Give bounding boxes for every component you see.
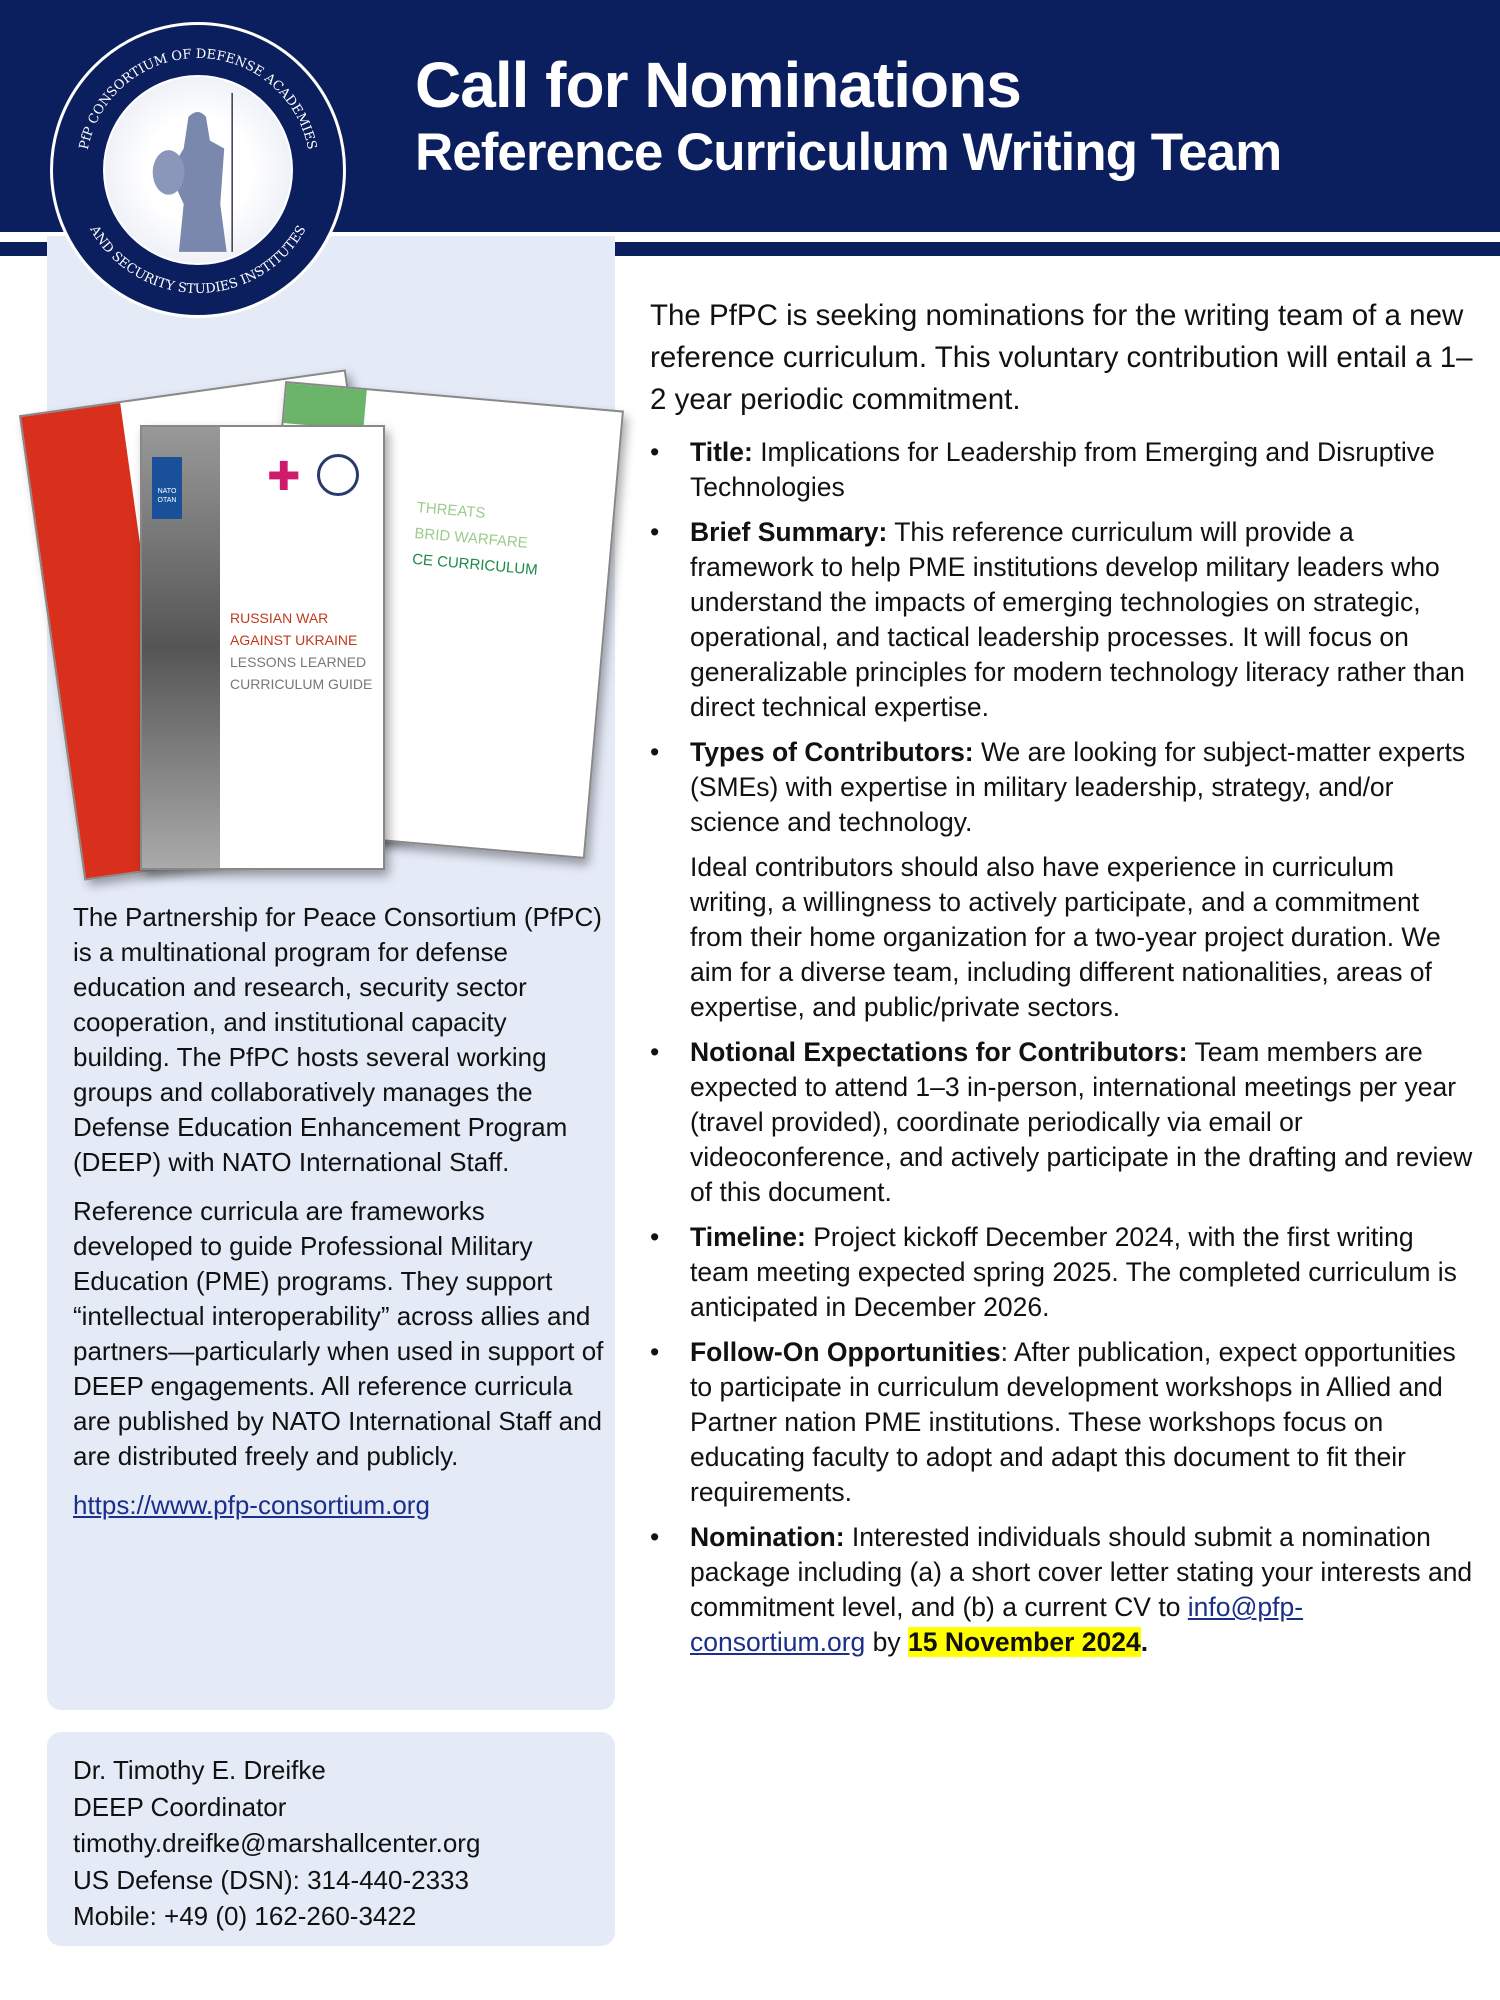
list-item-nomination: • Nomination: Interested individuals should submit a nomination package including (a) a short cover letter stating your interests and commitment level, and (b) a current CV to info@pfp-consortium.org by 15 November 2024. bbox=[650, 1520, 1475, 1660]
contact-email[interactable]: timothy.dreifke@marshallcenter.org bbox=[73, 1828, 481, 1858]
nomination-email-link[interactable]: info@pfp-consortium.org bbox=[690, 1592, 1304, 1657]
deadline-highlight: 15 November 2024 bbox=[907, 1627, 1141, 1657]
list-item-ideal-contributors: Ideal contributors should also have experience in curriculum writing, a willingness to actively participate, and a commitment from their home organization for a two-year project duration. We aim for a diverse team, including different nationalities, areas of expertise, and public/private sectors. bbox=[690, 852, 1441, 1022]
reference-curricula-text: Reference curricula are frameworks developed to guide Professional Military Education (PME) programs. They support “intellectual interoperability” across allies and partners—particularly when used in support of DEEP engagements. All reference curricula are published by NATO International Staff and are distributed freely and publicly. bbox=[73, 1196, 604, 1471]
list-item-title: • Title: Implications for Leadership from Emerging and Disruptive Technologies bbox=[650, 435, 1475, 505]
left-text-column bbox=[73, 900, 608, 1523]
cover-text: CURRICULUM GUIDE bbox=[230, 676, 373, 692]
contact-box bbox=[47, 1732, 615, 1946]
svg-text:AND SECURITY STUDIES INSTITUTE: AND SECURITY STUDIES INSTITUTES bbox=[86, 223, 310, 298]
details-list bbox=[650, 435, 1475, 1660]
list-item-contributors: • Types of Contributors: We are looking for subject-matter experts (SMEs) with expertise in military leadership, strategy, and/or science and technology. bbox=[650, 735, 1475, 840]
cover-text: BRID WARFARE bbox=[413, 524, 529, 552]
contact-name: Dr. Timothy E. Dreifke bbox=[73, 1755, 326, 1785]
cover-text: CE CURRICULUM bbox=[411, 550, 539, 579]
cover-text: LESSONS LEARNED bbox=[230, 654, 367, 670]
cover-text: THREATS bbox=[415, 499, 487, 522]
cover-text: RUSSIAN WAR bbox=[230, 610, 329, 626]
pfpc-website-link[interactable]: https://www.pfp-consortium.org bbox=[73, 1490, 430, 1520]
list-item-expectations: • Notional Expectations for Contributors: Team members are expected to attend 1–3 in-person, international meetings per year (travel provided), coordinate periodically via email or videoconference, and actively participate in the drafting and review of this document. bbox=[650, 1035, 1475, 1210]
list-item-follow-on: • Follow-On Opportunities: After publication, expect opportunities to participate in curriculum development workshops in Allied and Partner nation PME institutions. These workshops focus on educating faculty to adopt and adapt this document to fit their requirements. bbox=[650, 1335, 1475, 1510]
about-pfpc-text: The Partnership for Peace Consortium (PfPC) is a multinational program for defense education and research, security sector cooperation, and institutional capacity building. The PfPC hosts several working groups and collaboratively manages the Defense Education Enhancement Program (DEEP) with NATO International Staff. bbox=[73, 902, 602, 1177]
nato-logo: NATO OTAN bbox=[152, 457, 182, 519]
intro-text: The PfPC is seeking nominations for the writing team of a new reference curriculum. This voluntary contribution will entail a 1–2 year periodic commitment. bbox=[650, 299, 1473, 416]
cover-text: AGAINST UKRAINE bbox=[230, 632, 358, 648]
page-subtitle: Reference Curriculum Writing Team bbox=[415, 123, 1282, 182]
contact-dsn: US Defense (DSN): 314-440-2333 bbox=[73, 1864, 469, 1895]
list-item-summary: • Brief Summary: This reference curriculum will provide a framework to help PME institutions develop military leaders who understand the impacts of emerging technologies on strategic, operational, and tactical leadership processes. It will focus on generalizable principles for modern technology literacy rather than direct technical expertise. bbox=[650, 515, 1475, 725]
page-title: Call for Nominations bbox=[415, 49, 1021, 121]
ukraine-cross-icon: ✚ bbox=[267, 455, 301, 499]
list-item-timeline: • Timeline: Project kickoff December 2024, with the first writing team meeting expected spring 2025. The completed curriculum is anticipated in December 2026. bbox=[650, 1220, 1475, 1325]
contact-mobile: Mobile: +49 (0) 162-260-3422 bbox=[73, 1901, 417, 1931]
pfpc-seal-logo bbox=[50, 22, 346, 318]
curriculum-covers-image bbox=[30, 360, 640, 880]
svg-text:PfP CONSORTIUM OF DEFENSE ACAD: PfP CONSORTIUM OF DEFENSE ACADEMIES bbox=[76, 46, 320, 151]
contact-role: DEEP Coordinator bbox=[73, 1791, 287, 1822]
right-text-column bbox=[650, 295, 1475, 1670]
